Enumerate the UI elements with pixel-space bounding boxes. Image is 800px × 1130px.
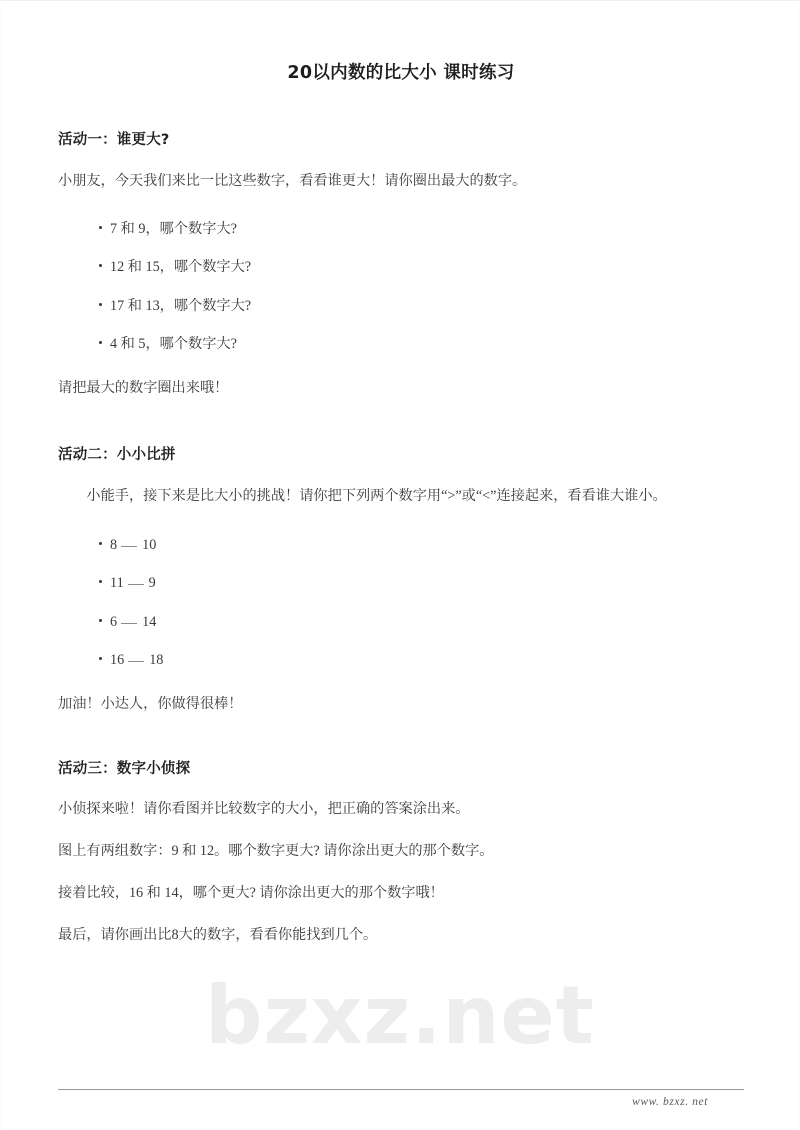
list-item: 7 和 9，哪个数字大? [99,202,744,240]
list-item [99,633,744,671]
document-content [1,1,799,946]
compare-right-value: 9 [148,575,156,592]
activity-3-paragraph-1: 小侦探来啦！请你看图并比较数字的大小，把正确的答案涂出来。 [58,801,470,818]
section-activity-3 [58,715,744,946]
page-footer [58,1089,744,1108]
footer-divider [58,1089,744,1090]
compare-right-value: 18 [149,652,164,669]
answer-blank[interactable] [121,614,137,624]
footer-url: www. bzxz. net [632,1096,708,1108]
section-heading-activity-1: 活动一：谁更大? [58,132,170,148]
compare-left-value: 16 [110,652,125,669]
activity-1-intro: 小朋友，今天我们来比一比这些数字，看看谁更大！请你圈出最大的数字。 [58,173,527,189]
answer-blank[interactable] [128,652,144,662]
activity-3-paragraph-4: 最后，请你画出比8大的数字，看看你能找到几个。 [58,927,378,944]
activity-3-paragraph-3: 接着比较，16 和 14，哪个更大? 请你涂出更大的那个数字哦！ [58,885,444,902]
compare-left-value: 6 [110,613,118,630]
list-item [99,556,744,594]
compare-left-value: 8 [110,537,118,554]
answer-blank[interactable] [121,537,137,547]
list-item [99,518,744,556]
answer-blank[interactable] [128,575,144,585]
compare-right-value: 10 [142,537,157,554]
section-heading-activity-3: 活动三：数字小侦探 [58,761,191,778]
activity-2-intro: 小能手，接下来是比大小的挑战！请你把下列两个数字用“>”或“<”连接起来，看看谁大谁小。 [86,488,667,505]
activity-2-outro: 加油！小达人，你做得很棒！ [58,696,243,713]
activity-1-outro: 请把最大的数字圈出来哦！ [58,380,229,397]
watermark-bzxz: bzxz.net [205,969,595,1062]
activity-2-comparison-list [58,507,744,671]
section-heading-activity-2: 活动二：小小比拼 [58,447,176,464]
list-item: 17 和 13，哪个数字大? [99,279,744,317]
activity-1-question-list [58,192,744,355]
list-item [99,595,744,633]
list-item: 4 和 5，哪个数字大? [99,317,744,355]
section-activity-1 [58,84,744,399]
compare-right-value: 14 [142,613,157,630]
section-activity-2 [58,399,744,715]
page-title: 20以内数的比大小 课时练习 [287,63,515,83]
activity-3-paragraph-2: 图上有两组数字：9 和 12。哪个数字更大? 请你涂出更大的那个数字。 [58,843,494,860]
list-item: 12 和 15，哪个数字大? [99,240,744,278]
compare-left-value: 11 [110,575,124,592]
